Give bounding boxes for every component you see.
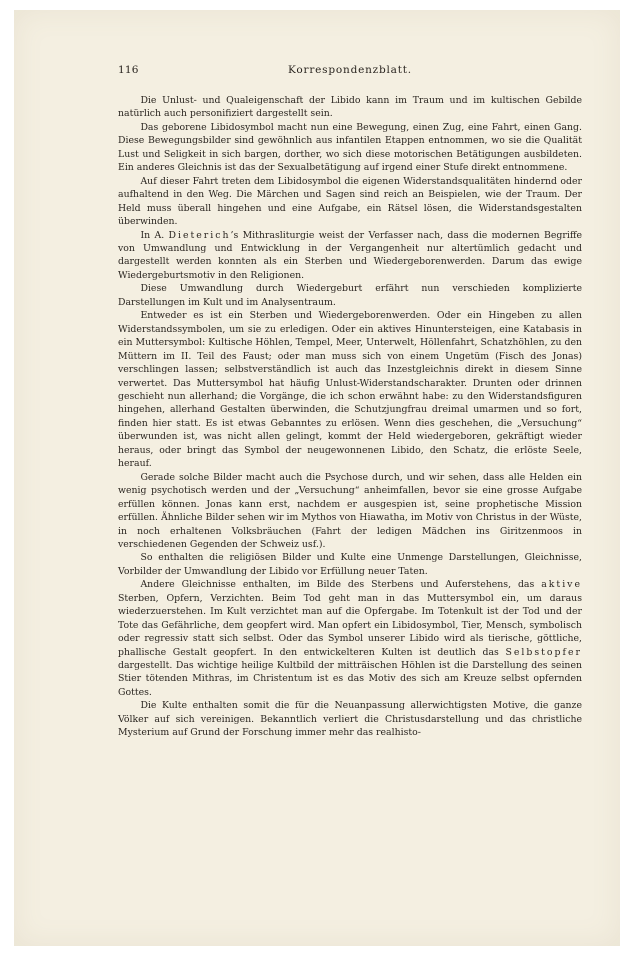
emphasized-text: Dieterich xyxy=(168,229,231,241)
page-header xyxy=(118,64,582,80)
paragraph-text: dargestellt. Das wichtige heilige Kultbild der mitträischen Höhlen ist die Darstellung des seinen Stier tötenden Mithras, im Christentum ist es das Motiv des sich am Kreuze selbst opfernden Gottes. xyxy=(118,660,582,698)
page-number: 116 xyxy=(118,64,139,76)
paragraph-text: Die Kulte enthalten somit die für die Neuanpassung allerwichtigsten Motive, die ganze Völker auf sich vereinigen. Bekanntlich verliert die Christusdarstellung und das christliche Mysterium auf Grund der Forschung immer mehr das realhisto- xyxy=(118,700,582,739)
paragraph-text: Die Unlust- und Qualeigenschaft der Libido kann im Traum und im kultischen Gebilde natürlich auch personifiziert dargestellt sein. xyxy=(118,95,582,120)
paragraph xyxy=(118,309,582,470)
paragraph xyxy=(118,551,582,578)
paragraph-text: Entweder es ist ein Sterben und Wiedergeborenwerden. Oder ein Hingeben zu allen Widerstandssymbolen, um sie zu erledigen. Oder ein aktives Hinuntersteigen, eine Katabasis in ein Muttersymbol: Kultische Höhlen, Tempel, Meer, Unterwelt, Höllenfahrt, Schatzhöhlen, zu den Müttern im II. Teil des Faust; oder man muss sich von einem Ungetüm (Fisch des Jonas) verschlingen lassen; selbstverständlich ist auch das Inzestgleichnis direkt in diesem Sinne verwertet. Das Muttersymbol hat häufig Unlust-Widerstandscharakter. Drunten oder drinnen geschieht nun allerhand; die Vorgänge, die ich schon erwähnt habe: zu den Widerstandsfiguren hingehen, allerhand Gestalten überwinden, die Schutzjungfrau dreimal umarmen und so fort, finden hier statt. Es ist etwas Gebanntes zu erlösen. Wenn dies geschehen, die „Versuchung“ überwunden ist, was nicht allen gelingt, kommt der Held wiedergeboren, gekräftigt wieder heraus, oder bringt das Symbol der neugewonnenen Libido, den Schatz, die erlöste Seele, herauf. xyxy=(118,310,582,470)
paragraph-text: Diese Umwandlung durch Wiedergeburt erfährt nun verschieden komplizierte Darstellungen im Kult und im Analysentraum. xyxy=(118,283,582,308)
emphasized-text: Selbstopfer xyxy=(505,646,582,658)
paragraph-text: ’s Mithrasliturgie weist der Verfasser nach, dass die modernen Begriffe von Umwandlung und Entwicklung in der Vergangenheit nur altertümlich gedacht und dargestellt werden konnten als ein Sterben und Wiedergeborenwerden. Darum das ewige Wiedergeburtsmotiv in den Religionen. xyxy=(118,229,582,281)
body-text xyxy=(118,94,582,740)
paragraph-text: Auf dieser Fahrt treten dem Libidosymbol die eigenen Widerstandsqualitäten hindernd oder aufhaltend in den Weg. Die Märchen und Sagen sind reich an Beispielen, wie der Traum. Der Held muss überall hingehen und eine Aufgabe, ein Rätsel lösen, die Widerstandsgestalten überwinden. xyxy=(118,175,582,228)
paragraph-text: Sterben, Opfern, Verzichten. Beim Tod geht man in das Muttersymbol ein, um daraus wiederzuerstehen. Im Kult verzichtet man auf die Opfergabe. Im Totenkult ist der Tod und der Tote das Gefährliche, dem geopfert wird. Man opfert ein Libidosymbol, Tier, Mensch, symbolisch oder regressiv statt sich selbst. Oder das Symbol unserer Libido wird als tierische, göttliche, phallische Gestalt geopfert. In den entwickelteren Kulten ist deutlich das xyxy=(118,592,582,658)
paragraph xyxy=(118,578,582,699)
paragraph xyxy=(118,471,582,552)
paragraph xyxy=(118,699,582,739)
paragraph-text: In A. xyxy=(140,229,169,241)
paragraph xyxy=(118,94,582,121)
paragraph xyxy=(118,282,582,309)
paragraph xyxy=(118,121,582,175)
paragraph-text: Gerade solche Bilder macht auch die Psychose durch, und wir sehen, dass alle Helden ein wenig psychotisch werden und der „Versuchung“ anheimfallen, bevor sie eine grosse Aufgabe erfüllen können. Jonas kann erst, nachdem er ausgespien ist, seine prophetische Mission erfüllen. Ähnliche Bilder sehen wir im Mythos von Hiawatha, im Motiv von Christus in der Wüste, in noch erhaltenen Volksbräuchen (Fahrt der ledigen Mädchen ins Giritzenmoos in verschiedenen Gegenden der Schweiz usf.). xyxy=(118,471,582,550)
paragraph-text: So enthalten die religiösen Bilder und Kulte eine Unmenge Darstellungen, Gleichnisse, Vorbilder der Umwandlung der Libido vor Erfüllung neuer Taten. xyxy=(118,552,582,577)
running-title: Korrespondenzblatt. xyxy=(288,64,412,76)
emphasized-text: aktive xyxy=(541,579,582,591)
paragraph-text: Andere Gleichnisse enthalten, im Bilde des Sterbens und Auferstehens, das xyxy=(140,579,542,591)
paragraph xyxy=(118,229,582,283)
document-page xyxy=(118,64,582,740)
paragraph xyxy=(118,175,582,229)
paragraph-text: Das geborene Libidosymbol macht nun eine Bewegung, einen Zug, eine Fahrt, einen Gang. Diese Bewegungsbilder sind gewöhnlich aus infantilen Etappen entnommen, wo sie die Qualität Lust und Seligkeit in sich bargen, dorther, wo sich diese motorischen Betätigungen ausbildeten. Ein anderes Gleichnis ist das der Sexualbetätigung auf irgend einer Stufe direkt entnommene. xyxy=(118,121,582,174)
